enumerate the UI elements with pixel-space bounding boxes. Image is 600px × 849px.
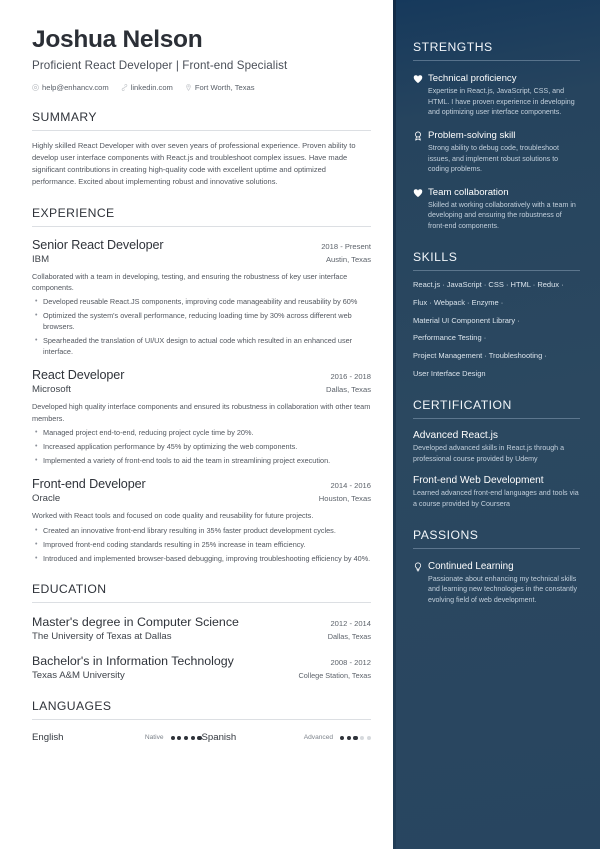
rating-dot-empty [360,736,364,740]
lightbulb-icon [413,561,428,606]
job-header [32,477,371,491]
passions-divider [413,548,580,549]
summary-text: Highly skilled React Developer with over seven years of professional experience. Proven ability to develop user interface components with React.js and troubleshoot complex issues. Have made significant contributions in creating high-quality code with excellent uptime and optimized performance. Excited about implementing robust and innovative solutions. [32,141,356,186]
passion-item [413,561,580,606]
bullet-text: Created an innovative front-end library resulting in 35% faster product development cycles. [43,525,336,535]
bullet-marker: • [35,526,38,534]
summary-divider [32,130,371,131]
education-header [32,615,371,629]
rating-dot-filled [347,736,351,740]
job-title: Senior React Developer [32,237,164,252]
passion-body [428,561,580,606]
job-bullets [32,296,371,357]
skill-line: User Interface Design [413,369,486,379]
language-level: Advanced [303,734,334,742]
education-subheader [32,670,371,681]
job-bullets [32,525,371,565]
languages-row [32,732,371,743]
strength-name: Technical proficiency [428,73,517,84]
contact-location [185,83,255,92]
summary-heading: SUMMARY [32,110,97,125]
language-rating [340,736,371,740]
bullet-marker: • [35,554,38,562]
education-school: Texas A&M University [32,670,125,682]
bullet-marker: • [35,428,38,436]
strengths-heading: STRENGTHS [413,40,493,54]
experience-heading: EXPERIENCE [32,205,115,220]
rating-dot-filled [353,736,357,740]
passions-section [413,528,580,606]
language-name: Spanish [201,732,237,744]
certification-item [413,430,580,464]
strength-description: Strong ability to debug code, troubleshoot issues, and implement robust solutions to coding problems. [428,143,559,174]
education-section [32,582,371,681]
experience-item [32,477,371,564]
language-name: English [32,732,64,744]
education-dates: 2012 - 2014 [330,619,371,629]
strength-body [428,130,580,175]
job-description: Collaborated with a team in developing, testing, and ensuring the robustness of key user interface components. [32,271,348,292]
strength-body [428,187,580,232]
education-dates: 2008 - 2012 [330,658,371,668]
bullet-text: Optimized the system's overall performance, reducing loading time by 30% across different web browsers. [43,311,352,332]
language-item-spanish [202,732,372,743]
bullet-marker: • [35,312,38,320]
job-company: Microsoft [32,384,71,396]
education-location: Dallas, Texas [327,632,371,642]
passion-name: Continued Learning [428,560,514,572]
job-location: Houston, Texas [318,494,371,504]
bullet-text: Increased application performance by 45% by optimizing the web components. [43,441,298,451]
heart-icon [413,73,428,118]
job-description: Worked with React tools and focused on code quality and reusability for future projects. [32,511,314,521]
bullet-marker: • [35,540,38,548]
passions-heading: PASSIONS [413,527,479,542]
bullet-item [32,296,371,308]
certification-name: Advanced React.js [413,430,498,442]
strengths-divider [413,60,580,61]
skill-line: Material UI Component Library · [413,315,520,325]
strength-item [413,187,580,232]
experience-section [32,206,371,565]
job-subheader [32,254,371,265]
bullet-text: Spearheaded the translation of UI/UX design to actual code which resulted in an enhanced user interface. [43,335,353,356]
rating-dot-empty [367,736,371,740]
strength-name: Team collaboration [428,186,509,198]
skill-line: Project Management · Troubleshooting · [413,351,547,361]
contact-linkedin-text: linkedin.com [130,83,173,93]
bullet-marker: • [35,456,38,464]
certification-name: Front-end Web Development [413,475,544,487]
bullet-item [32,539,371,551]
passion-description: Passionate about enhancing my technical skills and learning new technologies in the constantly evolving field of web development. [428,574,578,604]
rating-dot-filled [340,736,344,740]
bullet-marker: • [35,298,38,306]
email-icon [32,84,39,91]
certification-item [413,475,580,509]
rating-dot-filled [171,736,175,740]
education-header [32,654,371,668]
job-company: Oracle [32,493,61,505]
education-school: The University of Texas at Dallas [32,631,172,643]
bullet-item [32,525,371,537]
contact-email-text: help@enhancv.com [42,83,109,93]
bullet-text: Improved front-end coding standards resulting in 25% increase in team efficiency. [43,539,306,549]
bullet-marker: • [35,442,38,450]
contact-location-text: Fort Worth, Texas [194,83,255,93]
candidate-headline: Proficient React Developer | Front-end Specialist [32,59,288,73]
skills-section [413,250,580,380]
certification-divider [413,418,580,419]
strength-description: Skilled at working collaboratively with a team in developing and ensuring the robustness of front-end components. [428,200,576,231]
education-location: College Station, Texas [298,671,371,681]
bullet-item [32,553,371,565]
candidate-name: Joshua Nelson [32,26,203,53]
job-location: Austin, Texas [325,254,371,264]
bullet-item [32,335,371,358]
bullet-item [32,441,371,453]
job-subheader [32,384,371,395]
skills-heading: SKILLS [413,249,458,264]
job-description: Developed high quality interface components and ensured its robustness in collaboration with other team members. [32,402,371,423]
award-medal-icon [413,130,428,175]
experience-item [32,238,371,358]
job-dates: 2018 - Present [321,241,371,251]
strength-body [428,73,580,118]
job-dates: 2014 - 2016 [330,481,371,491]
job-header [32,368,371,382]
certification-section [413,398,580,510]
languages-heading: LANGUAGES [32,699,112,714]
job-title: React Developer [32,368,125,383]
job-company: IBM [32,253,50,265]
strength-name: Problem-solving skill [428,129,516,141]
contact-linkedin[interactable] [121,83,173,92]
job-location: Dallas, Texas [325,385,371,395]
experience-item [32,368,371,466]
bullet-item [32,427,371,439]
sidebar-column [393,0,600,849]
language-level: Native [144,734,164,742]
header-block [32,26,371,92]
bullet-item [32,310,371,333]
strength-description: Expertise in React.js, JavaScript, CSS, and HTML. I have proven experience in developing and optimizing user interface components. [428,87,575,117]
experience-divider [32,226,371,227]
strength-item [413,73,580,118]
rating-dot-filled [177,736,181,740]
certification-heading: CERTIFICATION [413,398,512,413]
strengths-section [413,40,580,232]
heart-icon [413,187,428,232]
link-icon [121,84,128,91]
education-divider [32,602,371,603]
contact-email[interactable] [32,83,109,92]
bullet-text: Introduced and implemented browser-based debugging, improving troubleshooting efficiency by 40%. [43,553,371,563]
certification-description: Learned advanced front-end languages and tools via a course provided by Coursera [413,489,579,508]
bullet-marker: • [35,336,38,344]
job-bullets [32,427,371,467]
education-item [32,615,371,642]
summary-section [32,110,371,187]
education-degree: Master's degree in Computer Science [32,615,239,630]
rating-dot-filled [184,736,188,740]
location-pin-icon [185,84,192,91]
contact-row [32,83,371,92]
education-subheader [32,631,371,642]
languages-divider [32,719,371,720]
skill-line: React.js · JavaScript · CSS · HTML · Redux · [413,279,564,289]
bullet-text: Developed reusable React.JS components, improving code manageability and reusability by 60% [43,297,358,307]
job-dates: 2016 - 2018 [330,372,371,382]
education-heading: EDUCATION [32,582,107,597]
language-item-english [32,732,202,743]
bullet-text: Managed project end-to-end, reducing project cycle time by 20%. [43,427,254,437]
skills-list [413,280,580,380]
bullet-item [32,455,371,467]
rating-dot-filled [191,736,195,740]
skill-line: Flux · Webpack · Enzyme · [413,297,504,307]
certification-description: Developed advanced skills in React.js through a professional course provided by Udemy [413,444,565,463]
job-subheader [32,493,371,504]
education-degree: Bachelor's in Information Technology [32,654,234,669]
education-item [32,654,371,681]
skills-divider [413,270,580,271]
job-header [32,238,371,252]
language-rating [171,736,202,740]
bullet-text: Implemented a variety of front-end tools to aid the team in streamlining project execution. [43,455,331,465]
job-title: Front-end Developer [32,477,146,492]
languages-section [32,699,371,743]
strength-item [413,130,580,175]
skill-line: Performance Testing · [413,333,487,343]
